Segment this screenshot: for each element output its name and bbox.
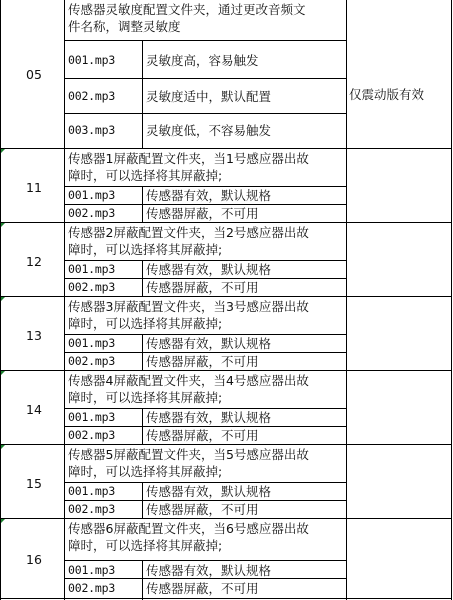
folder-description bbox=[68, 224, 346, 260]
row-number: 13 bbox=[26, 327, 42, 343]
description-line: 传感器6屏蔽配置文件夹，当6号感应器出故 bbox=[68, 521, 309, 536]
folder-description bbox=[68, 520, 346, 556]
row-number: 16 bbox=[26, 551, 42, 567]
grid-line bbox=[64, 560, 347, 561]
file-description: 传感器屏蔽，不可用 bbox=[146, 428, 259, 443]
folder-description bbox=[68, 372, 346, 408]
file-name: 002.mp3 bbox=[68, 89, 116, 103]
grid-line bbox=[0, 518, 452, 519]
grid-line bbox=[64, 186, 347, 187]
file-description: 传感器屏蔽，不可用 bbox=[146, 581, 259, 596]
file-name: 001.mp3 bbox=[68, 336, 116, 350]
comment-marker-icon bbox=[1, 371, 5, 375]
comment-marker-icon bbox=[1, 445, 5, 449]
file-name: 001.mp3 bbox=[68, 484, 116, 498]
grid-line bbox=[142, 40, 143, 148]
file-description: 传感器有效，默认规格 bbox=[146, 336, 272, 351]
grid-line bbox=[64, 500, 347, 501]
description-line: 件名称，调整灵敏度 bbox=[68, 19, 181, 34]
description-line: 障时，可以选择将其屏蔽掉; bbox=[68, 242, 223, 257]
grid-line bbox=[64, 408, 347, 409]
description-line: 传感器5屏蔽配置文件夹，当5号感应器出故 bbox=[68, 447, 309, 462]
grid-line bbox=[64, 0, 65, 600]
file-name: 001.mp3 bbox=[68, 563, 116, 577]
folder-description bbox=[68, 1, 346, 39]
description-line: 障时，可以选择将其屏蔽掉; bbox=[68, 168, 223, 183]
grid-line bbox=[64, 352, 347, 353]
grid-line bbox=[346, 0, 347, 600]
file-name: 002.mp3 bbox=[68, 502, 116, 516]
grid-line bbox=[64, 113, 347, 114]
grid-line bbox=[0, 598, 452, 599]
comment-marker-icon bbox=[1, 519, 5, 523]
row-number: 05 bbox=[26, 66, 42, 82]
grid-line bbox=[64, 204, 347, 205]
grid-line bbox=[451, 0, 452, 600]
grid-line bbox=[64, 482, 347, 483]
file-description: 灵敏度低，不容易触发 bbox=[146, 123, 272, 138]
file-description: 灵敏度高，容易触发 bbox=[146, 53, 259, 68]
version-note: 仅震动版有效 bbox=[349, 87, 425, 102]
file-name: 001.mp3 bbox=[68, 53, 116, 67]
description-line: 传感器灵敏度配置文件夹，通过更改音频文 bbox=[68, 2, 306, 17]
file-name: 001.mp3 bbox=[68, 262, 116, 276]
file-name: 002.mp3 bbox=[68, 354, 116, 368]
file-name: 002.mp3 bbox=[68, 280, 116, 294]
file-description: 传感器有效，默认规格 bbox=[146, 563, 272, 578]
grid-line bbox=[0, 148, 452, 149]
file-name: 003.mp3 bbox=[68, 123, 116, 137]
grid-line bbox=[64, 334, 347, 335]
file-name: 001.mp3 bbox=[68, 188, 116, 202]
description-line: 障时，可以选择将其屏蔽掉; bbox=[68, 316, 223, 331]
grid-line bbox=[64, 278, 347, 279]
file-description: 传感器有效，默认规格 bbox=[146, 410, 272, 425]
grid-line bbox=[64, 78, 347, 79]
row-number: 11 bbox=[26, 179, 42, 195]
file-description: 传感器有效，默认规格 bbox=[146, 484, 272, 499]
file-name: 002.mp3 bbox=[68, 428, 116, 442]
description-line: 传感器4屏蔽配置文件夹，当4号感应器出故 bbox=[68, 373, 309, 388]
comment-marker-icon bbox=[1, 223, 5, 227]
row-number: 12 bbox=[26, 253, 42, 269]
file-description: 传感器有效，默认规格 bbox=[146, 188, 272, 203]
file-description: 传感器屏蔽，不可用 bbox=[146, 206, 259, 221]
grid-line bbox=[64, 578, 347, 579]
file-description: 传感器屏蔽，不可用 bbox=[146, 502, 259, 517]
grid-line bbox=[0, 222, 452, 223]
file-name: 002.mp3 bbox=[68, 206, 116, 220]
grid-line bbox=[0, 296, 452, 297]
grid-line bbox=[142, 560, 143, 600]
row-number: 15 bbox=[26, 475, 42, 491]
file-description: 传感器屏蔽，不可用 bbox=[146, 280, 259, 295]
description-line: 传感器3屏蔽配置文件夹，当3号感应器出故 bbox=[68, 299, 309, 314]
grid-line bbox=[0, 444, 452, 445]
folder-description bbox=[68, 446, 346, 482]
file-description: 传感器屏蔽，不可用 bbox=[146, 354, 259, 369]
folder-description bbox=[68, 150, 346, 186]
description-line: 传感器1屏蔽配置文件夹，当1号感应器出故 bbox=[68, 151, 309, 166]
grid-line bbox=[64, 426, 347, 427]
file-description: 灵敏度适中，默认配置 bbox=[146, 89, 272, 104]
description-line: 障时，可以选择将其屏蔽掉; bbox=[68, 538, 223, 553]
file-name: 002.mp3 bbox=[68, 581, 116, 595]
grid-line bbox=[64, 260, 347, 261]
file-description: 传感器有效，默认规格 bbox=[146, 262, 272, 277]
grid-line bbox=[0, 370, 452, 371]
comment-marker-icon bbox=[1, 297, 5, 301]
description-line: 障时，可以选择将其屏蔽掉; bbox=[68, 390, 223, 405]
file-name: 001.mp3 bbox=[68, 410, 116, 424]
description-line: 传感器2屏蔽配置文件夹，当2号感应器出故 bbox=[68, 225, 309, 240]
description-line: 障时，可以选择将其屏蔽掉; bbox=[68, 464, 223, 479]
comment-marker-icon bbox=[1, 149, 5, 153]
row-number: 14 bbox=[26, 401, 42, 417]
folder-description bbox=[68, 298, 346, 334]
grid-line bbox=[64, 40, 347, 41]
